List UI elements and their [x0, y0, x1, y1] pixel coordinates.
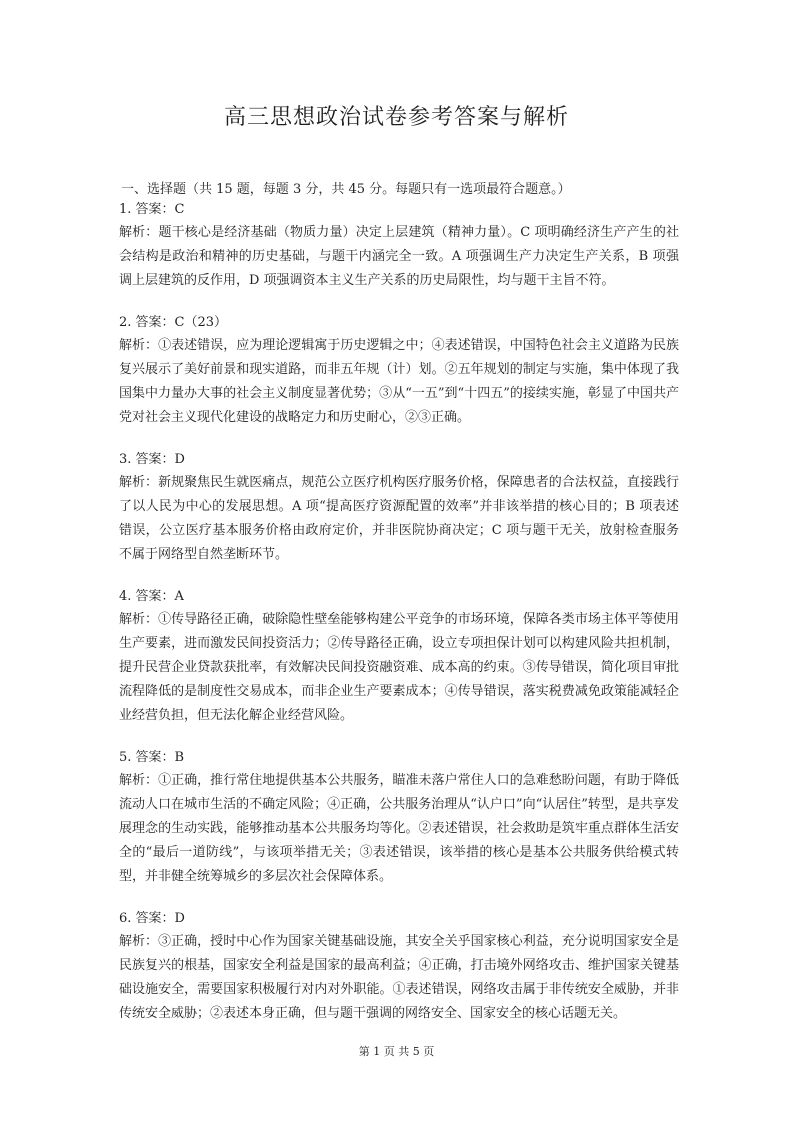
answer-list — [119, 200, 679, 1046]
question-item — [119, 313, 679, 430]
answer-text: 答案：C（23） — [135, 315, 228, 330]
answer-text: 答案：A — [135, 589, 184, 604]
question-answer — [119, 909, 679, 930]
analysis-text: 解析：①传导路径正确，破除隐性壁垒能够构建公平竞争的市场环境，保障各类市场主体平等使用生产要素，进而激发民间投资活力；②传导路径正确，设立专项担保计划可以构建风险共担机制，提升民营企业贷款获批率，有效解决民间投资融资难、成本高的约束。③传导错误，简化项目审批流程降低的是制度性交易成本，而非企业生产要素成本；④传导错误，落实税费减免政策能减轻企业经营负担，但无法化解企业经营风险。 — [119, 612, 679, 723]
question-answer — [119, 200, 679, 221]
question-item — [119, 748, 679, 889]
question-item — [119, 200, 679, 293]
answer-text: 答案：D — [135, 911, 185, 926]
analysis-text: 解析：①正确，推行常住地提供基本公共服务，瞄准未落户常住人口的急难愁盼问题，有助于降低流动人口在城市生活的不确定风险；④正确，公共服务治理从“认户口”向“认居住”转型，是共享发展理念的生动实践，能够推动基本公共服务均等化。②表述错误，社会救助是筑牢重点群体生活安全的“最后一道防线”，与该项举措无关；③表述错误，该举措的核心是基本公共服务供给模式转型，并非健全统筹城乡的多层次社会保障体系。 — [119, 773, 679, 884]
answer-text: 答案：B — [135, 750, 185, 765]
analysis-text: 解析：题干核心是经济基础（物质力量）决定上层建筑（精神力量）。C 项明确经济生产产生的社会结构是政治和精神的历史基础，与题干内涵完全一致。A 项强调生产力决定生产关系，B 项强调上层建筑的反作用，D 项强调资本主义生产关系的历史局限性，均与题干主旨不符。 — [119, 225, 679, 288]
question-item — [119, 587, 679, 728]
question-number: 4. — [119, 589, 132, 604]
answer-text: 答案：C — [135, 202, 185, 217]
page-footer: 第 1 页 共 5 页 — [358, 1045, 435, 1058]
analysis-text: 解析：新规聚焦民生就医痛点，规范公立医疗机构医疗服务价格，保障患者的合法权益，直接践行了以人民为中心的发展思想。A 项“提高医疗资源配置的效率”并非该举措的核心目的；B 项表述错误，公立医疗基本服务价格由政府定价，并非医院协商决定；C 项与题干无关，放射检查服务不属于网络型自然垄断环节。 — [119, 475, 679, 562]
question-number: 6. — [119, 911, 132, 926]
answer-text: 答案：D — [135, 452, 185, 467]
section-heading: 一、选择题（共 15 题，每题 3 分，共 45 分。每题只有一选项最符合题意。） — [121, 182, 571, 197]
question-answer — [119, 587, 679, 608]
question-number: 3. — [119, 452, 132, 467]
question-answer — [119, 748, 679, 769]
analysis-text: 解析：①表述错误，应为理论逻辑寓于历史逻辑之中；④表述错误，中国特色社会主义道路为民族复兴展示了美好前景和现实道路，而非五年规（计）划。②五年规划的制定与实施，集中体现了我国集中力量办大事的社会主义制度显著优势；③从“一五”到“十四五”的接续实施，彰显了中国共产党对社会主义现代化建设的战略定力和历史耐心，②③正确。 — [119, 338, 679, 425]
question-item — [119, 450, 679, 567]
analysis-text: 解析：③正确，授时中心作为国家关键基础设施，其安全关乎国家核心利益，充分说明国家安全是民族复兴的根基，国家安全利益是国家的最高利益；④正确，打击境外网络攻击、维护国家关键基础设施安全，需要国家积极履行对内对外职能。①表述错误，网络攻击属于非传统安全威胁，并非传统安全威胁；②表述本身正确，但与题干强调的网络安全、国家安全的核心话题无关。 — [119, 934, 679, 1021]
question-number: 5. — [119, 750, 132, 765]
question-number: 2. — [119, 315, 132, 330]
page-title: 高三思想政治试卷参考答案与解析 — [223, 105, 569, 130]
question-answer — [119, 313, 679, 334]
question-item — [119, 909, 679, 1026]
question-number: 1. — [119, 202, 132, 217]
question-answer — [119, 450, 679, 471]
